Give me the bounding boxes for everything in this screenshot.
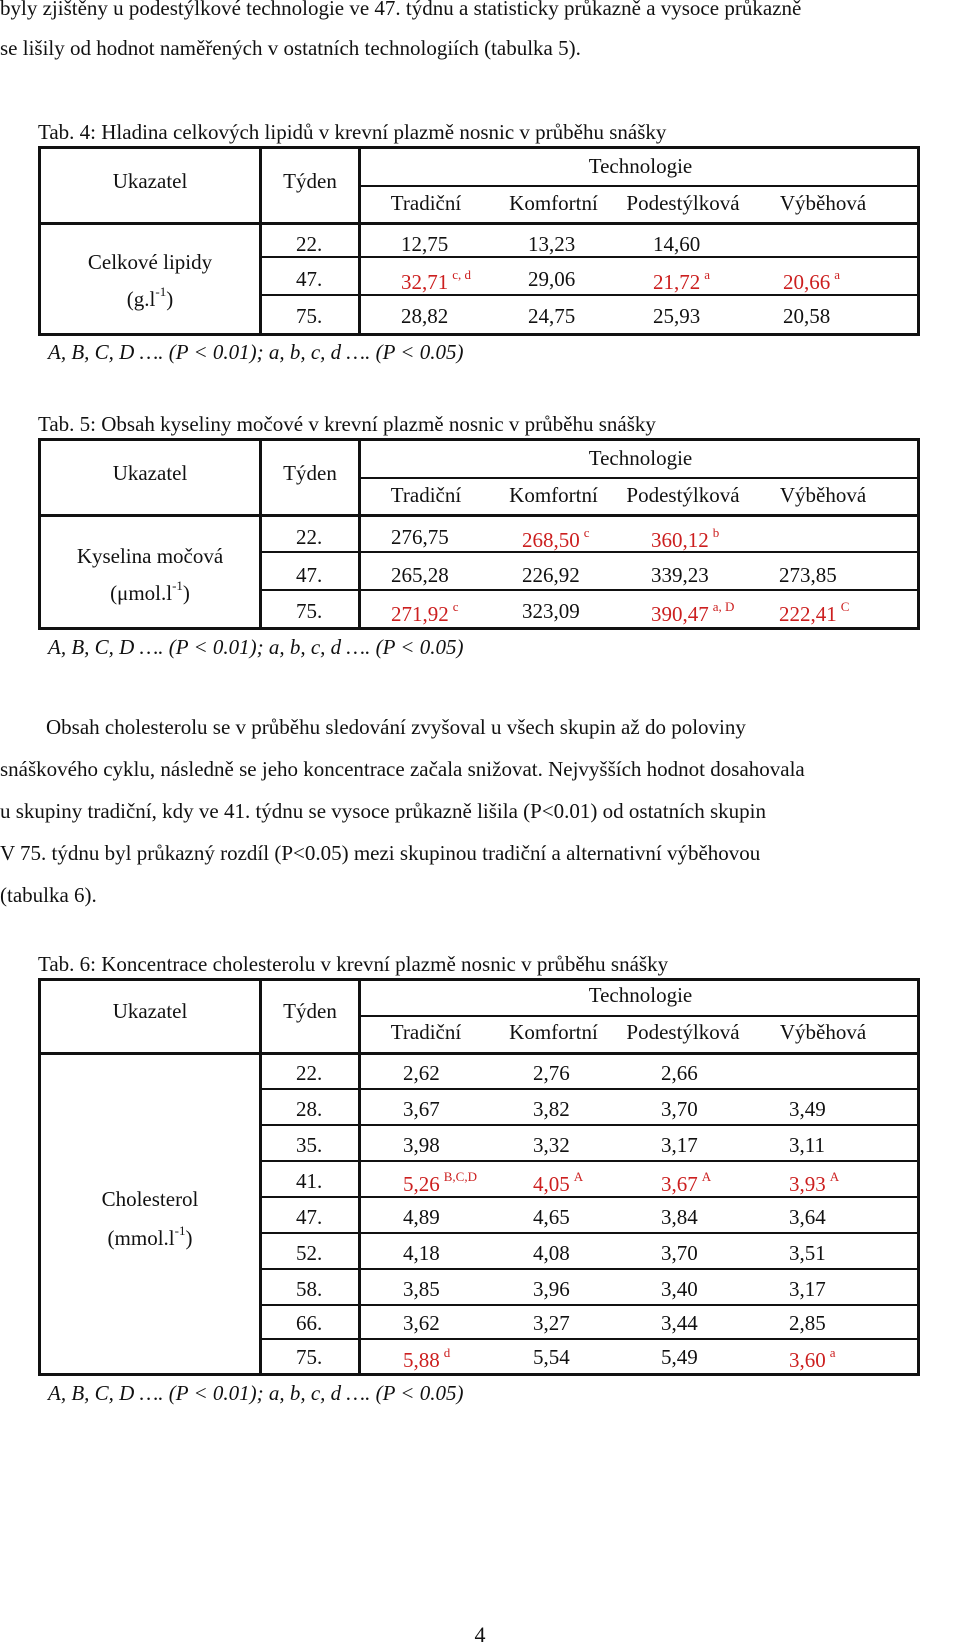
header-tyden: Týden — [283, 169, 337, 193]
header-ukazatel: Ukazatel — [112, 461, 188, 485]
value-cell: 2,76 — [533, 1061, 570, 1085]
header-tyden: Týden — [283, 999, 337, 1023]
value-cell: 3,96 — [533, 1277, 570, 1301]
value-cell: 3,70 — [661, 1241, 698, 1265]
week-cell: 41. — [296, 1169, 323, 1193]
value-cell: 273,85 — [779, 563, 837, 587]
week-cell: 22. — [296, 1061, 323, 1085]
week-cell: 75. — [296, 304, 323, 328]
value-cell: 4,65 — [533, 1205, 570, 1229]
body-paragraph — [0, 706, 960, 916]
week-cell: 35. — [296, 1133, 323, 1157]
header-tradicni: Tradiční — [390, 191, 462, 215]
value-cell: 2,66 — [661, 1061, 698, 1085]
value-cell: 276,75 — [391, 525, 449, 549]
header-tyden: Týden — [283, 461, 337, 485]
week-cell: 47. — [296, 563, 323, 587]
value-cell: 339,23 — [651, 563, 709, 587]
paragraph-line: V 75. týdnu byl průkazný rozdíl (P<0.05) mezi skupinou tradiční a alternativní výběhovou — [0, 841, 761, 865]
value-cell: 12,75 — [401, 232, 449, 256]
value-cell: 226,92 — [522, 563, 580, 587]
value-cell: 3,32 — [533, 1133, 570, 1157]
value-cell: 3,82 — [533, 1097, 570, 1121]
value-cell-significant: 4,05 $^A$ — [533, 1169, 584, 1196]
value-cell: 2,62 — [403, 1061, 440, 1085]
paragraph-line: (tabulka 6). — [0, 883, 97, 907]
header-vybehova: Výběhová — [779, 483, 867, 507]
table5-note: A, B, C, D …. (P < 0.01); a, b, c, d …. (P < 0.05) — [48, 635, 464, 659]
value-cell: 3,98 — [403, 1133, 440, 1157]
value-cell: 3,11 — [789, 1133, 825, 1157]
value-cell: 3,67 — [403, 1097, 440, 1121]
value-cell: 14,60 — [653, 232, 701, 256]
value-cell: 4,89 — [403, 1205, 440, 1229]
value-cell: 5,49 — [661, 1345, 698, 1369]
value-cell-significant: 222,41 $^C$ — [779, 599, 850, 626]
value-cell: 25,93 — [653, 304, 701, 328]
week-cell: 22. — [296, 232, 323, 256]
header-podestylkova: Podestýlková — [626, 1020, 740, 1044]
value-cell-significant: 21,72 $^a$ — [653, 267, 711, 294]
value-cell-significant: 3,67 $^A$ — [661, 1169, 712, 1196]
value-cell: 2,85 — [789, 1311, 826, 1335]
week-cell: 66. — [296, 1311, 323, 1335]
value-cell: 3,85 — [403, 1277, 440, 1301]
header-ukazatel: Ukazatel — [112, 999, 188, 1023]
week-cell: 58. — [296, 1277, 323, 1301]
table5-indicator: Kyselina močová $(\mu mol.l^{-1})$ — [76, 544, 224, 605]
value-cell-significant: 390,47 $^{a, D}$ — [651, 599, 735, 626]
header-technologie: Technologie — [588, 983, 693, 1007]
week-cell: 22. — [296, 525, 323, 549]
table6-note: A, B, C, D …. (P < 0.01); a, b, c, d …. (P < 0.05) — [48, 1381, 464, 1405]
value-cell-significant: 32,71 $^{c, d}$ — [401, 267, 472, 294]
header-ukazatel: Ukazatel — [112, 169, 188, 193]
header-podestylkova: Podestýlková — [626, 483, 740, 507]
value-cell: 13,23 — [528, 232, 576, 256]
week-cell: 47. — [296, 267, 323, 291]
value-cell: 3,17 — [789, 1277, 826, 1301]
value-cell-significant: 268,50 $^c$ — [522, 525, 590, 552]
value-cell: 3,62 — [403, 1311, 440, 1335]
table6 — [38, 978, 920, 1376]
value-cell: 4,08 — [533, 1241, 570, 1265]
header-vybehova: Výběhová — [779, 1020, 867, 1044]
value-cell-significant: 20,66 $^a$ — [783, 267, 841, 294]
value-cell-significant: 3,93 $^A$ — [789, 1169, 840, 1196]
table5-caption: Tab. 5: Obsah kyseliny močové v krevní plazmě nosnic v průběhu snášky — [38, 412, 656, 436]
value-cell: 3,64 — [789, 1205, 826, 1229]
table4-note: A, B, C, D …. (P < 0.01); a, b, c, d …. (P < 0.05) — [48, 340, 464, 364]
header-komfortni: Komfortní — [509, 1020, 598, 1044]
value-cell: 5,54 — [533, 1345, 570, 1369]
value-cell: 3,44 — [661, 1311, 698, 1335]
value-cell-significant: 360,12 $^b$ — [651, 525, 720, 552]
week-cell: 52. — [296, 1241, 323, 1265]
value-cell: 3,40 — [661, 1277, 698, 1301]
intro-line-2: se lišily od hodnot naměřených v ostatních technologiích (tabulka 5). — [0, 36, 581, 60]
table6-caption: Tab. 6: Koncentrace cholesterolu v krevní plazmě nosnic v průběhu snášky — [38, 952, 669, 976]
value-cell: 24,75 — [528, 304, 576, 328]
value-cell: 323,09 — [522, 599, 580, 623]
value-cell: 29,06 — [528, 267, 576, 291]
week-cell: 75. — [296, 599, 323, 623]
table5 — [38, 438, 920, 630]
week-cell: 47. — [296, 1205, 323, 1229]
week-cell: 28. — [296, 1097, 323, 1121]
paragraph-line: u skupiny tradiční, kdy ve 41. týdnu se vysoce průkazně lišila (P<0.01) od ostatních skupin — [0, 799, 766, 823]
header-komfortni: Komfortní — [509, 191, 598, 215]
header-komfortni: Komfortní — [509, 483, 598, 507]
paragraph-line: snáškového cyklu, následně se jeho koncentrace začala snižovat. Nejvyšších hodnot dosahovala — [0, 757, 805, 781]
value-cell-significant: 3,60 $^a$ — [789, 1345, 836, 1372]
header-technologie: Technologie — [588, 446, 693, 470]
value-cell: 28,82 — [401, 304, 449, 328]
table4-indicator: Celkové lipidy $(g.l^{-1})$ — [87, 250, 213, 311]
week-cell: 75. — [296, 1345, 323, 1369]
header-technologie: Technologie — [588, 154, 693, 178]
page-number: 4 — [474, 1622, 486, 1647]
value-cell: 3,27 — [533, 1311, 570, 1335]
value-cell: 3,84 — [661, 1205, 698, 1229]
value-cell: 265,28 — [391, 563, 449, 587]
value-cell: 3,51 — [789, 1241, 826, 1265]
value-cell: 3,17 — [661, 1133, 698, 1157]
intro-line-1: byly zjištěny u podestýlkové technologie ve 47. týdnu a statisticky průkazně a vysoce průkazně — [0, 0, 802, 20]
header-vybehova: Výběhová — [779, 191, 867, 215]
value-cell: 3,70 — [661, 1097, 698, 1121]
value-cell-significant: 5,88 $^d$ — [403, 1345, 451, 1372]
header-tradicni: Tradiční — [390, 1020, 462, 1044]
header-podestylkova: Podestýlková — [626, 191, 740, 215]
paragraph-line: Obsah cholesterolu se v průběhu sledování zvyšoval u všech skupin až do poloviny — [46, 715, 746, 739]
value-cell: 20,58 — [783, 304, 831, 328]
header-tradicni: Tradiční — [390, 483, 462, 507]
value-cell: 3,49 — [789, 1097, 826, 1121]
value-cell: 4,18 — [403, 1241, 440, 1265]
value-cell-significant: 5,26 $^{B,C,D}$ — [403, 1169, 477, 1196]
table4-caption: Tab. 4: Hladina celkových lipidů v krevní plazmě nosnic v průběhu snášky — [38, 120, 667, 144]
table6-indicator: Cholesterol $(mmol.l^{-1})$ — [101, 1187, 199, 1250]
value-cell-significant: 271,92 $^c$ — [391, 599, 459, 626]
table4 — [38, 146, 920, 336]
